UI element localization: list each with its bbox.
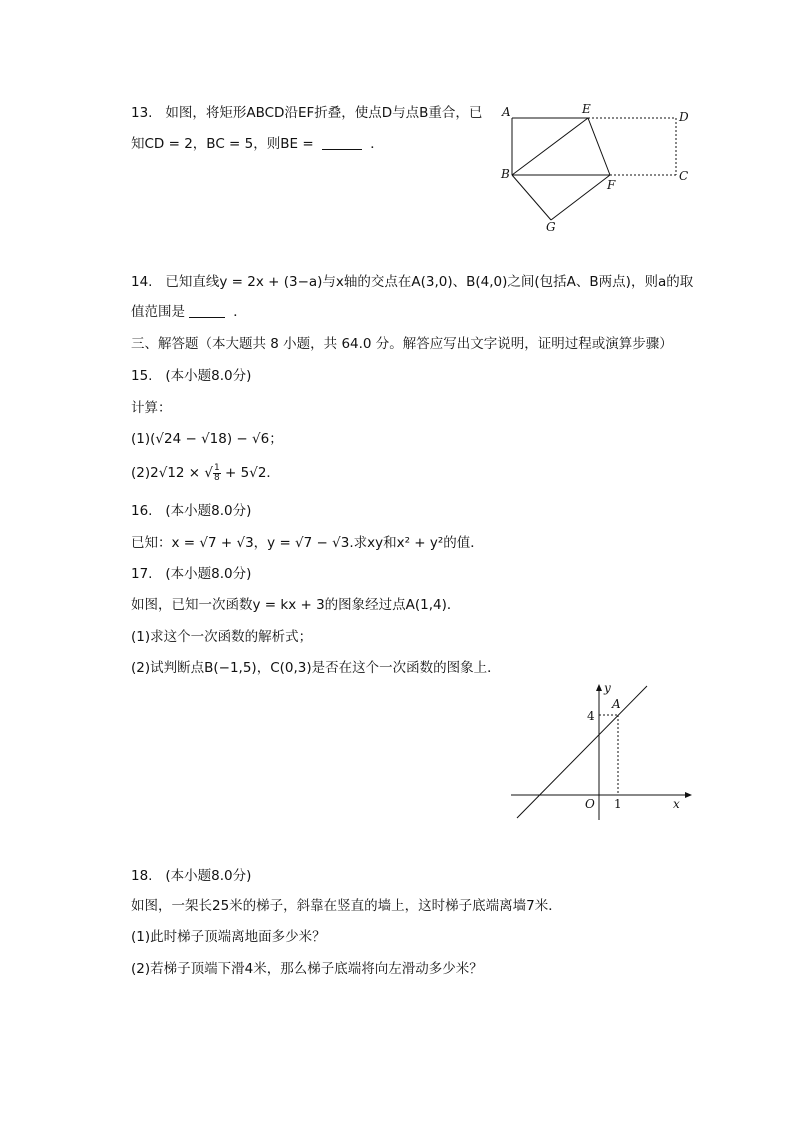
q17-graph xyxy=(505,680,700,825)
q16-number: 16. xyxy=(131,503,153,519)
q16-text: 已知：x = √7 + √3，y = √7 − √3.求xy和x² + y²的值． xyxy=(131,535,484,551)
segment-EF xyxy=(588,118,610,175)
label-1: 1 xyxy=(614,797,622,811)
y-axis-arrow xyxy=(596,684,602,691)
q18-text: 如图，一架长25米的梯子，斜靠在竖直的墙上，这时梯子底端离墙7米． xyxy=(131,898,562,914)
q18-number: 18. xyxy=(131,868,153,884)
q15-part1: (1)(√24 − √18) − √6； xyxy=(131,431,283,447)
label-G: G xyxy=(546,220,556,234)
q17-score: (本小题8.0分) xyxy=(165,566,252,582)
q13-line1 xyxy=(131,103,482,123)
section3-title: 三、解答题（本大题共 8 小题，共 64.0 分。解答应写出文字说明，证明过程或演算步骤） xyxy=(131,336,673,352)
label-x: x xyxy=(673,797,680,811)
q14-number: 14. xyxy=(131,274,153,290)
q13-line2 xyxy=(131,134,384,154)
q13-answer-blank[interactable] xyxy=(322,135,362,150)
label-4: 4 xyxy=(587,709,595,723)
q13-text-line1: 如图，将矩形ABCD沿EF折叠，使点D与点B重合，已 xyxy=(165,105,483,121)
label-E: E xyxy=(582,102,591,116)
label-B: B xyxy=(501,167,510,181)
label-O: O xyxy=(585,797,595,811)
q17-header xyxy=(131,564,251,584)
fraction-numerator: 1 xyxy=(214,462,220,473)
q18-score: (本小题8.0分) xyxy=(165,868,252,884)
q18-part2: (2)若梯子顶端下滑4米，那么梯子底端将向左滑动多少米？ xyxy=(131,961,483,977)
q16-score: (本小题8.0分) xyxy=(165,503,252,519)
q14-line1 xyxy=(131,272,693,292)
q16-header xyxy=(131,501,251,521)
q17-part1: (1)求这个一次函数的解析式； xyxy=(131,629,313,645)
x-axis-arrow xyxy=(685,792,692,798)
q13-number: 13. xyxy=(131,105,153,121)
segment-GF xyxy=(551,175,610,220)
label-y: y xyxy=(604,681,611,695)
q15-number: 15. xyxy=(131,368,153,384)
q15-header xyxy=(131,366,251,386)
q17-text: 如图，已知一次函数y = kx + 3的图象经过点A(1,4)． xyxy=(131,597,461,613)
q15-prompt: 计算： xyxy=(131,400,172,416)
q15-part2 xyxy=(131,463,280,483)
label-F: F xyxy=(607,178,616,192)
q15-part2-a: (2)2√12 × xyxy=(131,465,201,481)
label-C: C xyxy=(679,169,689,183)
q14-text-end: ． xyxy=(233,304,247,320)
q13-figure xyxy=(498,100,698,235)
label-D: D xyxy=(679,110,689,124)
q15-part2-b: + 5√2． xyxy=(225,465,280,481)
sqrt-symbol: √ xyxy=(204,465,214,481)
q18-header xyxy=(131,866,251,886)
q13-text-line2: 知CD = 2，BC = 5，则BE = xyxy=(131,136,314,152)
function-line xyxy=(517,686,647,818)
label-A: A xyxy=(502,105,511,119)
label-A: A xyxy=(612,697,621,711)
segment-BE xyxy=(512,118,588,175)
q14-text-line1: 已知直线y = 2x + (3−a)与x轴的交点在A(3,0)、B(4,0)之间(包括A、B两点)，则a的取 xyxy=(165,274,694,290)
q14-line2 xyxy=(131,302,247,322)
q14-answer-blank[interactable] xyxy=(189,303,225,318)
segment-BG xyxy=(512,175,551,220)
q13-text-end: ． xyxy=(370,136,384,152)
q14-text-line2: 值范围是 xyxy=(131,304,185,320)
q17-part2: (2)试判断点B(−1,5)，C(0,3)是否在这个一次函数的图象上． xyxy=(131,660,501,676)
q15-score: (本小题8.0分) xyxy=(165,368,252,384)
q18-part1: (1)此时梯子顶端离地面多少米？ xyxy=(131,929,326,945)
q17-number: 17. xyxy=(131,566,153,582)
fraction-denominator: 8 xyxy=(214,472,220,483)
q15-fraction xyxy=(213,464,221,483)
